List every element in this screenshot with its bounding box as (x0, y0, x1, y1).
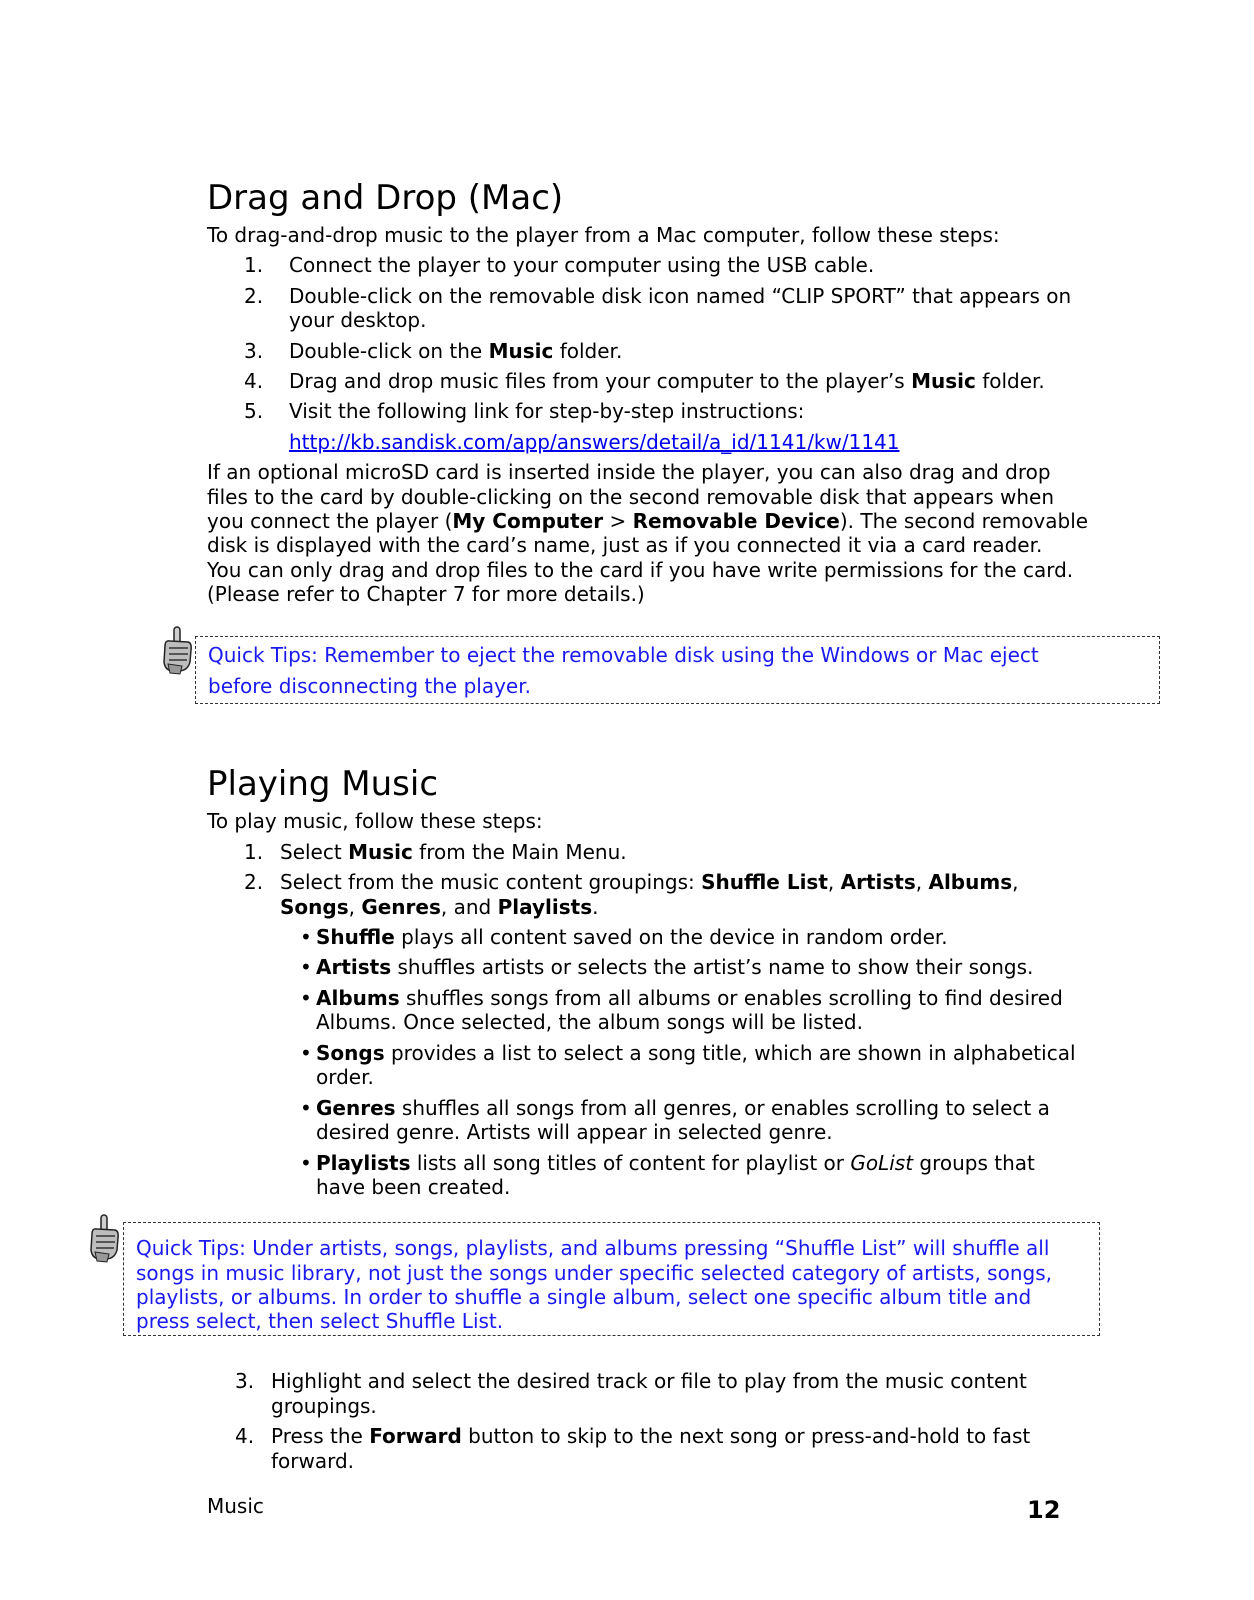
section2-intro: To play music, follow these steps: (207, 809, 543, 833)
page-number: 12 (1027, 1496, 1061, 1524)
step-text: Double-click on the Music folder. (289, 339, 623, 363)
bullet-text: Songs provides a list to select a song title, which are shown in alphabetical (316, 1041, 1076, 1065)
step-text: Highlight and select the desired track or file to play from the music content (271, 1369, 1027, 1393)
paragraph-line: (Please refer to Chapter 7 for more details.) (207, 582, 645, 606)
quick-tip-text: press select, then select Shuffle List. (136, 1309, 504, 1333)
bullet-dot: • (300, 986, 312, 1010)
bullet-dot: • (300, 1096, 312, 1120)
step-text: Press the Forward button to skip to the next song or press-and-hold to fast (271, 1424, 1031, 1448)
paragraph-line: You can only drag and drop files to the card if you have write permissions for the card. (207, 558, 1074, 582)
step-text: Select from the music content groupings: Shuffle List, Artists, Albums, (280, 870, 1019, 894)
step-number: 2. (244, 870, 264, 894)
bullet-dot: • (300, 1151, 312, 1175)
step-number: 1. (244, 840, 264, 864)
step-text: groupings. (271, 1394, 377, 1418)
step-number: 4. (244, 369, 264, 393)
bullet-text: Playlists lists all song titles of content for playlist or GoList groups that (316, 1151, 1035, 1175)
bullet-text: Artists shuffles artists or selects the artist’s name to show their songs. (316, 955, 1034, 979)
bullet-text: order. (316, 1065, 374, 1089)
paragraph-line: files to the card by double-clicking on the second removable disk that appears when (207, 485, 1055, 509)
quick-tip-box (195, 636, 1160, 704)
paragraph-line: you connect the player (My Computer > Removable Device). The second removable (207, 509, 1089, 533)
paragraph-line: If an optional microSD card is inserted inside the player, you can also drag and drop (207, 460, 1051, 484)
step-text: Visit the following link for step-by-step instructions: (289, 399, 805, 423)
pointing-hand-icon (160, 626, 194, 676)
quick-tip-box (123, 1222, 1100, 1336)
bullet-dot: • (300, 955, 312, 979)
step-text: Songs, Genres, and Playlists. (280, 895, 599, 919)
bullet-text: have been created. (316, 1175, 511, 1199)
bullet-dot: • (300, 1041, 312, 1065)
step-number: 2. (244, 284, 264, 308)
step-number: 4. (235, 1424, 255, 1448)
bullet-text: Shuffle plays all content saved on the device in random order. (316, 925, 948, 949)
step-text: forward. (271, 1449, 355, 1473)
step-number: 5. (244, 399, 264, 423)
step-number: 1. (244, 253, 264, 277)
footer-section-name: Music (207, 1494, 264, 1518)
step-text: your desktop. (289, 308, 427, 332)
step-text: Drag and drop music files from your computer to the player’s Music folder. (289, 369, 1045, 393)
quick-tip-text: before disconnecting the player. (208, 674, 531, 698)
step-text: Double-click on the removable disk icon named “CLIP SPORT” that appears on (289, 284, 1072, 308)
step-text: Select Music from the Main Menu. (280, 840, 627, 864)
step-text: Connect the player to your computer using the USB cable. (289, 253, 875, 277)
quick-tip-text: songs in music library, not just the songs under specific selected category of artists, songs, (136, 1261, 1052, 1285)
bullet-text: Albums. Once selected, the album songs will be listed. (316, 1010, 863, 1034)
quick-tip-text: Quick Tips: Remember to eject the removable disk using the Windows or Mac eject (208, 643, 1039, 667)
quick-tip-text: playlists, or albums. In order to shuffle a single album, select one specific album title and (136, 1285, 1032, 1309)
quick-tip-text: Quick Tips: Under artists, songs, playlists, and albums pressing “Shuffle List” will shuffle all (136, 1236, 1050, 1260)
bullet-text: Albums shuffles songs from all albums or enables scrolling to find desired (316, 986, 1063, 1010)
section1-intro: To drag-and-drop music to the player from a Mac computer, follow these steps: (207, 223, 1000, 247)
bullet-dot: • (300, 925, 312, 949)
sandisk-kb-link[interactable]: http://kb.sandisk.com/app/answers/detail/a_id/1141/kw/1141 (289, 430, 900, 454)
section-title-playing-music: Playing Music (207, 764, 439, 804)
pointing-hand-icon (87, 1214, 121, 1264)
bullet-text: desired genre. Artists will appear in selected genre. (316, 1120, 833, 1144)
section-title-drag-drop: Drag and Drop (Mac) (207, 178, 564, 218)
step-number: 3. (235, 1369, 255, 1393)
paragraph-line: disk is displayed with the card’s name, just as if you connected it via a card reader. (207, 533, 1043, 557)
bullet-text: Genres shuffles all songs from all genres, or enables scrolling to select a (316, 1096, 1050, 1120)
step-number: 3. (244, 339, 264, 363)
